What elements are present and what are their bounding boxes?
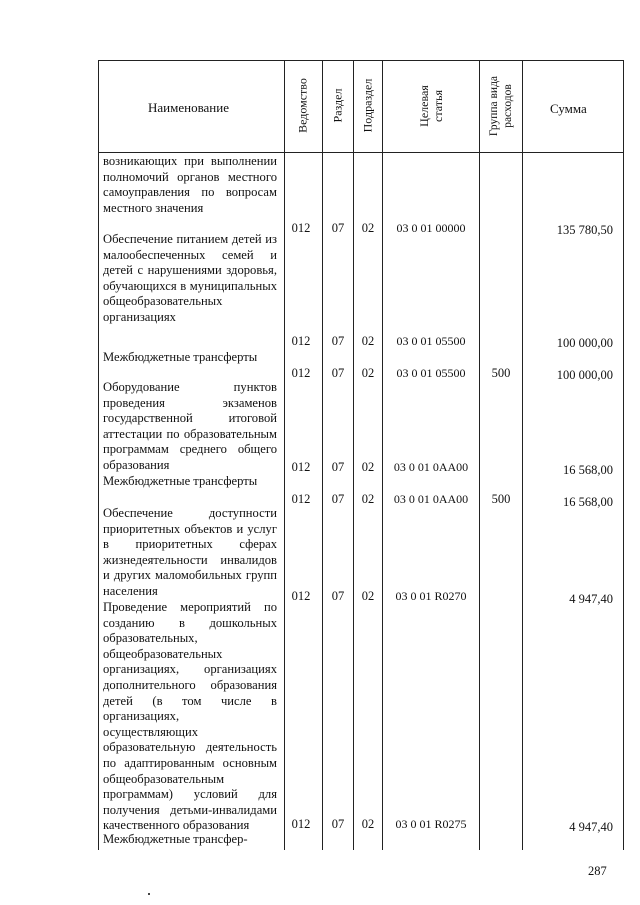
header-celevaya-line1: Целевая [417, 85, 431, 127]
header-gruppa [487, 56, 515, 156]
col-border-cel [382, 60, 383, 850]
row-desc-3: Межбюджетные трансферты [103, 350, 258, 364]
scan-mark [148, 893, 150, 895]
row3-razdel: 07 [331, 366, 345, 380]
row-desc-6: Обеспечение доступности приоритетных объектов и услуг в приоритетных сферах жизнедеятельности инвалидов и других маломобильных групп населения [103, 506, 277, 598]
header-vedomstvo-text: Ведомство [295, 78, 310, 133]
col-border-grp [479, 60, 480, 850]
row-desc-4: Оборудование пунктов проведения экзаменов государственной итоговой аттестации по образовательным программам среднего общего образования [103, 380, 277, 472]
header-celevaya-line2: статья [431, 90, 445, 122]
row7-vedomstvo: 012 [291, 817, 311, 831]
row1-razdel: 07 [331, 221, 345, 235]
page-number: 287 [588, 864, 607, 878]
col-border-left [98, 60, 99, 850]
row4-razdel: 07 [331, 460, 345, 474]
col-border-raz [322, 60, 323, 850]
row5-razdel: 07 [331, 492, 345, 506]
header-razdel [332, 56, 345, 156]
header-razdel-text: Раздел [330, 88, 345, 123]
row-desc-1: возникающих при выполнении полномочий органов местного самоуправления по вопросам местного значения [103, 154, 277, 215]
row3-vedomstvo: 012 [291, 366, 311, 380]
row6-vedomstvo: 012 [291, 589, 311, 603]
row5-celevaya: 03 0 01 0АА00 [393, 492, 469, 506]
header-podrazdel [362, 56, 375, 156]
row3-summa: 100 000,00 [556, 368, 613, 382]
row6-podrazdel: 02 [361, 589, 375, 603]
row3-gruppa: 500 [491, 366, 511, 380]
row-desc-8: Межбюджетные трансфер- [103, 832, 248, 846]
header-summa: Сумма [550, 101, 587, 116]
row7-celevaya: 03 0 01 R0275 [395, 817, 467, 831]
row7-razdel: 07 [331, 817, 345, 831]
header-gruppa-line2: расходов [502, 84, 514, 128]
row6-summa: 4 947,40 [569, 592, 613, 606]
col-border-ved [284, 60, 285, 850]
row6-razdel: 07 [331, 589, 345, 603]
row1-vedomstvo: 012 [291, 221, 311, 235]
row1-celevaya: 03 0 01 00000 [396, 221, 466, 235]
row1-summa: 135 780,50 [556, 223, 613, 237]
col-border-sum [522, 60, 523, 850]
header-podrazdel-text: Подраздел [360, 78, 375, 133]
row5-podrazdel: 02 [361, 492, 375, 506]
row-desc-2: Обеспечение питанием детей из малообеспеченных семей и детей с нарушениями здоровья, обучающихся в муниципальных общеобразовательных организациях [103, 232, 277, 324]
row-desc-7: Проведение мероприятий по созданию в дошкольных образовательных, общеобразовательных организациях, организациях дополнительного образования детей (в том числе в организациях, осуществляющих образовательную деятельность по адаптированным основным общеобразовательным программам) условий для получения детьми-инвалидами качественного образования [103, 600, 277, 833]
row2-vedomstvo: 012 [291, 334, 311, 348]
header-name: Наименование [148, 100, 229, 115]
header-gruppa-line1: Группа вида [488, 75, 500, 137]
header-celevaya [417, 56, 445, 156]
row4-summa: 16 568,00 [563, 463, 613, 477]
row1-podrazdel: 02 [361, 221, 375, 235]
row2-razdel: 07 [331, 334, 345, 348]
row7-summa: 4 947,40 [569, 820, 613, 834]
row3-podrazdel: 02 [361, 366, 375, 380]
row2-podrazdel: 02 [361, 334, 375, 348]
row2-summa: 100 000,00 [556, 336, 613, 350]
row5-vedomstvo: 012 [291, 492, 311, 506]
row6-celevaya: 03 0 01 R0270 [395, 589, 467, 603]
col-border-right [623, 60, 624, 850]
row2-celevaya: 03 0 01 05500 [396, 334, 466, 348]
row5-summa: 16 568,00 [563, 495, 613, 509]
row-desc-5: Межбюджетные трансферты [103, 474, 258, 488]
row5-gruppa: 500 [491, 492, 511, 506]
row7-podrazdel: 02 [361, 817, 375, 831]
row3-celevaya: 03 0 01 05500 [396, 366, 466, 380]
col-border-pod [353, 60, 354, 850]
row4-vedomstvo: 012 [291, 460, 311, 474]
row4-podrazdel: 02 [361, 460, 375, 474]
row4-celevaya: 03 0 01 0АА00 [393, 460, 469, 474]
header-vedomstvo [297, 56, 310, 156]
